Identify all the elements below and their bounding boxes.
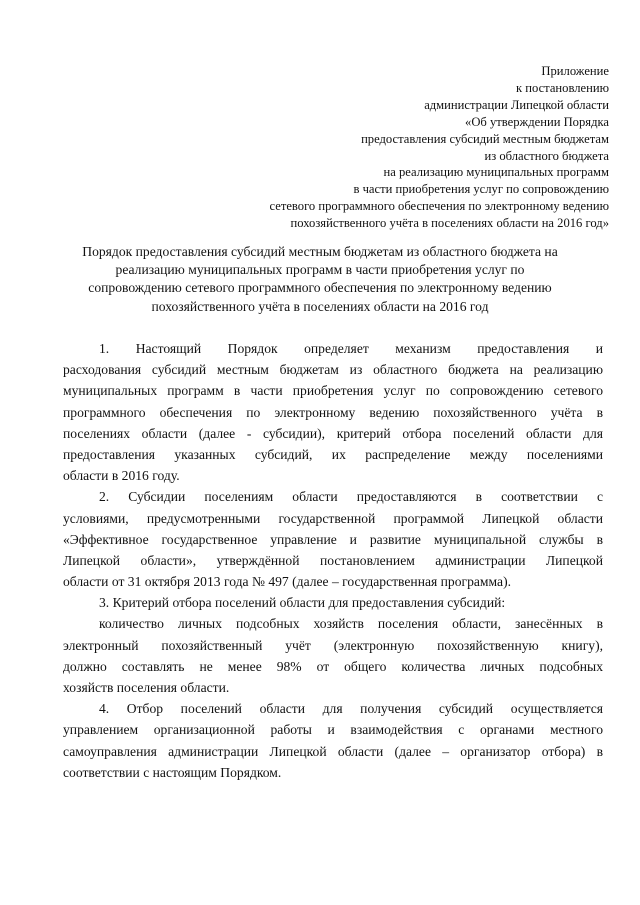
body-line: предоставления указанных субсидий, их распределение между поселениями bbox=[63, 446, 603, 462]
appendix-line: к постановлению bbox=[515, 80, 609, 95]
document-title bbox=[40, 243, 600, 316]
appendix-line: Приложение bbox=[541, 64, 609, 78]
body-line: хозяйств поселения области. bbox=[63, 680, 230, 695]
body-line: программного обеспечения по электронному ведению похозяйственного учёта в bbox=[63, 404, 603, 420]
document-body bbox=[63, 338, 603, 783]
body-line: электронный похозяйственный учёт (электронную похозяйственную книгу), bbox=[63, 637, 603, 653]
appendix-header bbox=[189, 63, 609, 232]
appendix-line: из областного бюджета bbox=[484, 148, 609, 163]
appendix-line: «Об утверждении Порядка bbox=[465, 114, 609, 129]
appendix-line: на реализацию муниципальных программ bbox=[383, 165, 609, 180]
body-line: 1. Настоящий Порядок определяет механизм предоставления и bbox=[99, 341, 603, 356]
body-line: «Эффективное государственное управление и развитие муниципальной службы в bbox=[63, 531, 603, 547]
body-line: должно составлять не менее 98% от общего количества личных подсобных bbox=[63, 658, 603, 674]
body-line: области в 2016 году. bbox=[63, 468, 180, 484]
body-line: 3. Критерий отбора поселений области для предоставления субсидий: bbox=[99, 595, 506, 611]
title-line: Порядок предоставления субсидий местным бюджетам из областного бюджета на bbox=[82, 244, 558, 259]
body-line: 4. Отбор поселений области для получения субсидий осуществляется bbox=[99, 701, 603, 717]
title-line: сопровождению сетевого программного обеспечения по электронному ведению bbox=[88, 280, 552, 296]
appendix-line: администрации Липецкой области bbox=[424, 97, 609, 112]
body-line: условиями, предусмотренными государственной программой Липецкой области bbox=[63, 510, 603, 526]
title-line: реализацию муниципальных программ в части приобретения услуг по bbox=[115, 262, 525, 278]
body-line: области от 31 октября 2013 года № 497 (далее – государственная программа). bbox=[63, 574, 512, 590]
body-line: расходования субсидий местным бюджетам из областного бюджета на реализацию bbox=[63, 362, 603, 378]
body-line: Липецкой области», утверждённой постановлением администрации Липецкой bbox=[63, 552, 603, 568]
body-line: соответствии с настоящим Порядком. bbox=[63, 764, 282, 780]
title-line: похозяйственного учёта в поселениях области на 2016 год bbox=[151, 298, 489, 314]
body-line: количество личных подсобных хозяйств поселения области, занесённых в bbox=[99, 616, 603, 632]
appendix-line: сетевого программного обеспечения по электронному ведению bbox=[269, 199, 609, 214]
appendix-line: в части приобретения услуг по сопровождению bbox=[353, 182, 609, 197]
appendix-line: похозяйственного учёта в поселениях области на 2016 год» bbox=[290, 216, 609, 231]
body-line: поселениях области (далее - субсидии), критерий отбора поселений области для bbox=[63, 425, 603, 441]
body-line: управлением организационной работы и взаимодействия с органами местного bbox=[63, 722, 603, 738]
body-line: муниципальных программ в части приобретения услуг по сопровождению сетевого bbox=[63, 383, 603, 399]
body-line: самоуправления администрации Липецкой области (далее – организатор отбора) в bbox=[63, 743, 603, 759]
body-line: 2. Субсидии поселениям области предоставляются в соответствии с bbox=[99, 489, 603, 505]
appendix-line: предоставления субсидий местным бюджетам bbox=[361, 131, 609, 146]
